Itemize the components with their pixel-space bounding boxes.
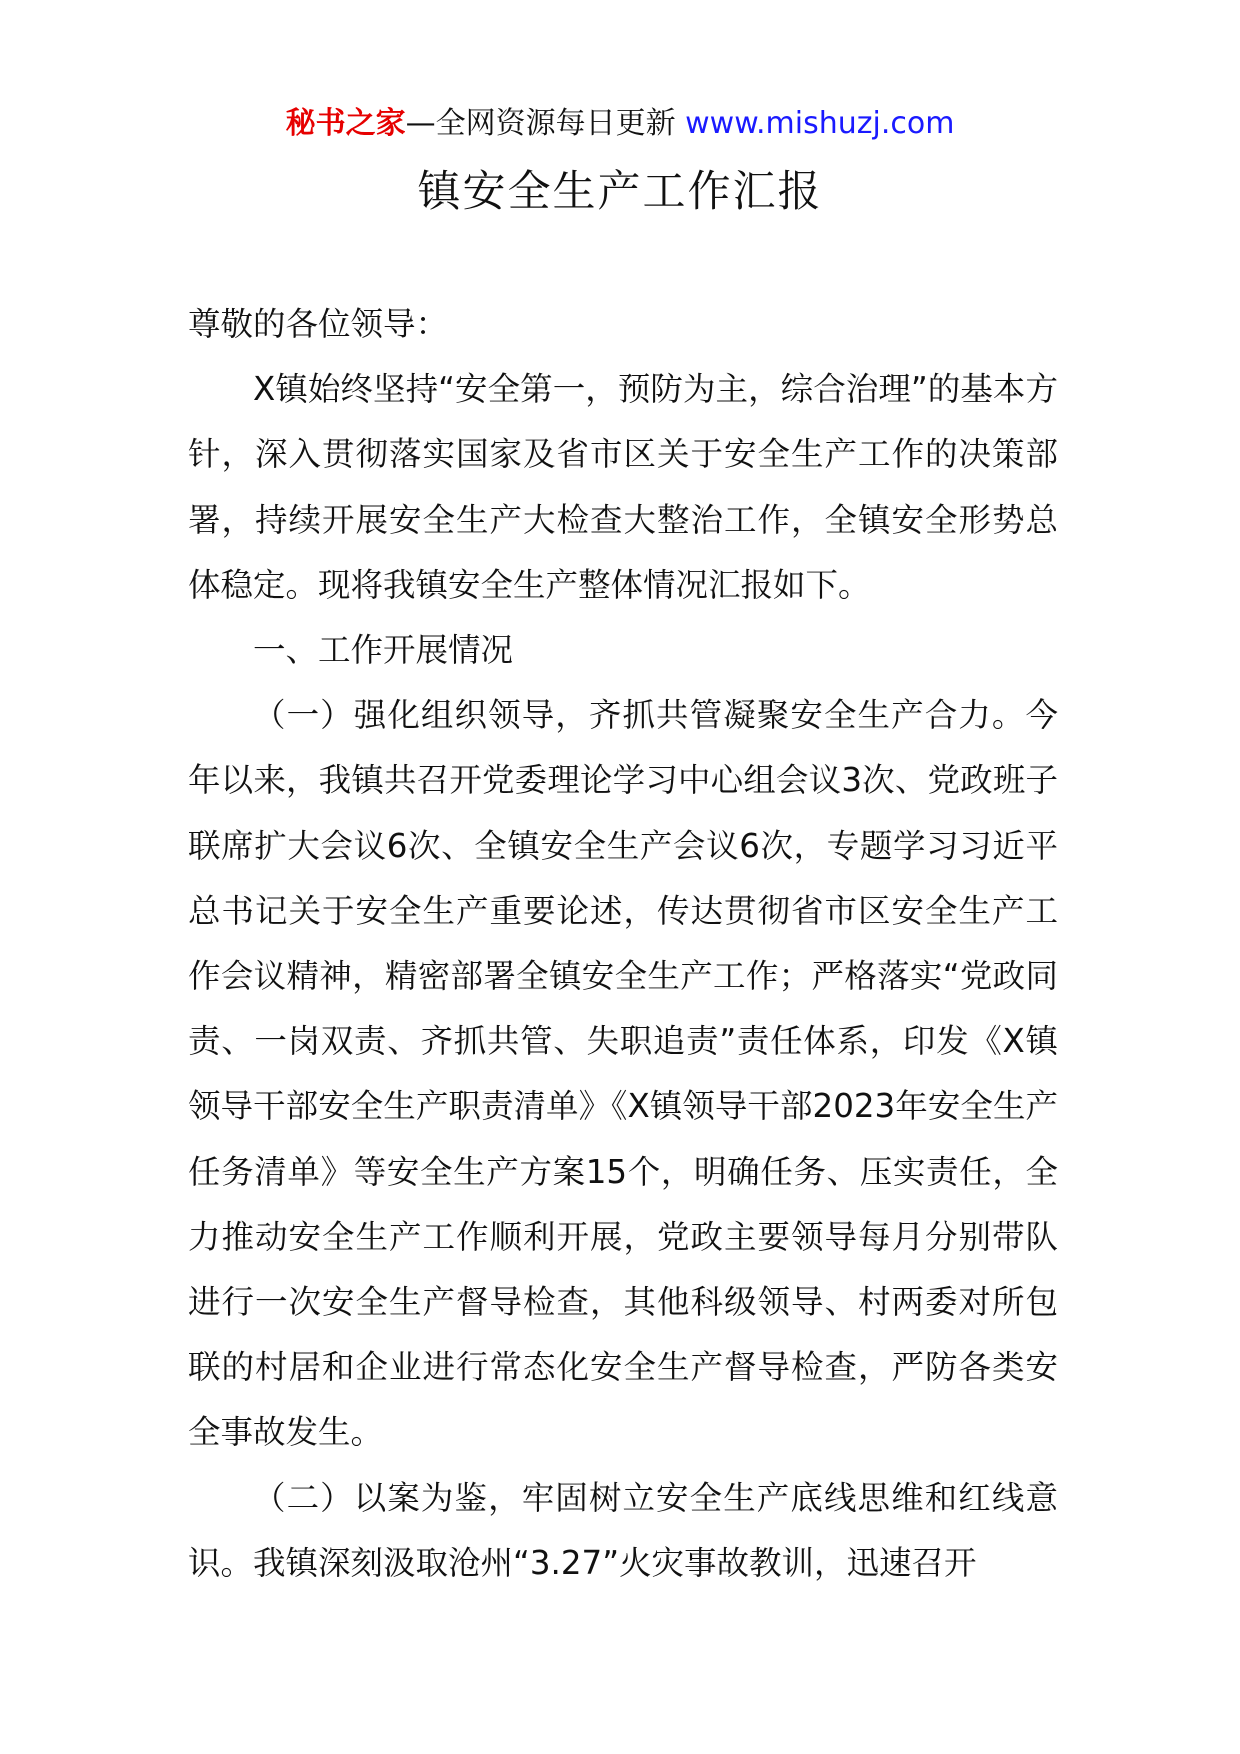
document-title: 镇安全生产工作汇报 — [417, 167, 823, 217]
salutation: 尊敬的各位领导： — [188, 305, 449, 343]
site-tagline: —全网资源每日更新 — [405, 106, 676, 141]
intro-paragraph: X镇始终坚持“安全第一，预防为主，综合治理”的基本方针，深入贯彻落实国家及省市区关于安全生产工作的决策部署，持续开展安全生产大检查大整治工作，全镇安全形势总体稳定。现将我镇安全生产整体情况汇报如下。 — [188, 370, 1058, 604]
body-paragraph: （二）以案为鉴，牢固树立安全生产底线思维和红线意识。我镇深刻汲取沧州“3.27”火灾事故教训，迅速召开 — [188, 1478, 1058, 1582]
site-brand: 秘书之家 — [285, 106, 406, 141]
section-heading: 一、工作开展情况 — [253, 631, 514, 670]
document-body — [188, 292, 1058, 1596]
body-paragraph: （一）强化组织领导，齐抓共管凝聚安全生产合力。今年以来，我镇共召开党委理论学习中心组会议3次、党政班子联席扩大会议6次、全镇安全生产会议6次，专题学习习近平总书记关于安全生产重要论述，传达贯彻省市区安全生产工作会议精神，精密部署全镇安全生产工作；严格落实“党政同责、一岗双责、齐抓共管、失职追责”责任体系，印发《X镇领导干部安全生产职责清单》《X镇领导干部2023年安全生产任务清单》等安全生产方案15个，明确任务、压实责任，全力推动安全生产工作顺利开展，党政主要领导每月分别带队进行一次安全生产督导检查，其他科级领导、村两委对所包联的村居和企业进行常态化安全生产督导检查，严防各类安全事故发生。 — [188, 696, 1058, 1452]
site-url-link[interactable]: www.mishuzj.com — [685, 106, 955, 141]
site-header — [0, 102, 1240, 146]
